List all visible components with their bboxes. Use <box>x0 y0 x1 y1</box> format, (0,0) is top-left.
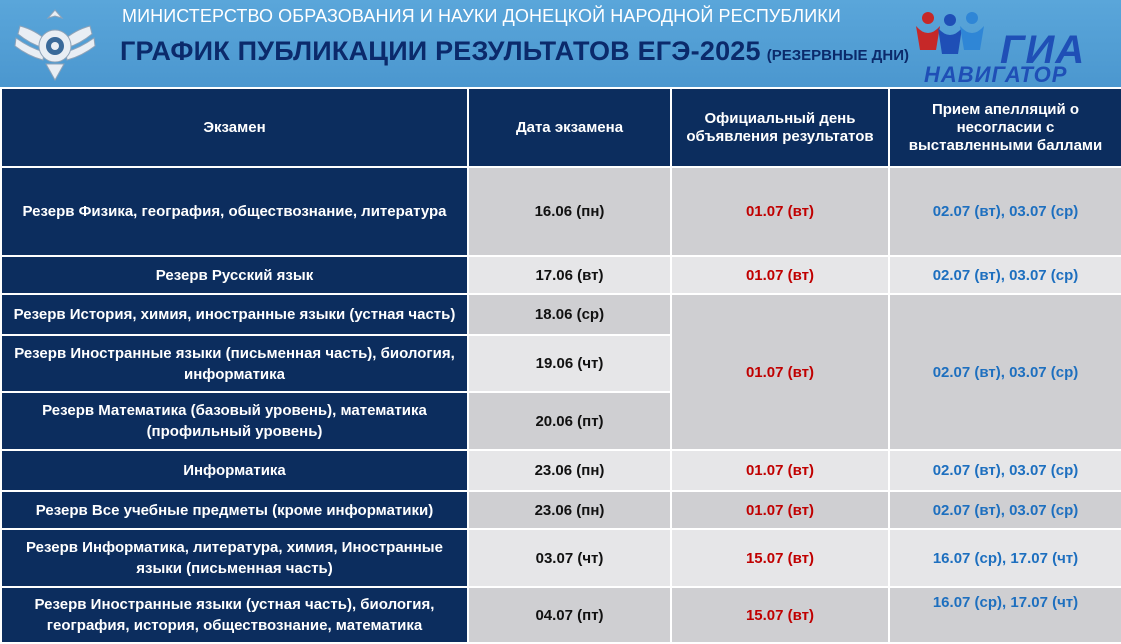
column-header-date: Дата экзамена <box>468 88 671 167</box>
header-banner <box>0 0 1121 87</box>
results-day-cell: 15.07 (вт) <box>671 587 889 643</box>
coat-of-arms-icon <box>10 4 100 84</box>
logo-gia-text: ГИА <box>1000 28 1086 72</box>
results-day-cell: 01.07 (вт) <box>671 167 889 256</box>
column-header-exam: Экзамен <box>1 88 468 167</box>
appeals-cell: 16.07 (ср), 17.07 (чт) <box>889 587 1121 643</box>
appeals-cell: 02.07 (вт), 03.07 (ср) <box>889 167 1121 256</box>
results-day-cell: 01.07 (вт) <box>671 491 889 529</box>
table-row <box>1 491 1121 529</box>
date-cell: 23.06 (пн) <box>468 491 671 529</box>
title-main: ГРАФИК ПУБЛИКАЦИИ РЕЗУЛЬТАТОВ ЕГЭ-2025 <box>120 36 761 66</box>
table-row <box>1 450 1121 491</box>
ministry-name: МИНИСТЕРСТВО ОБРАЗОВАНИЯ И НАУКИ ДОНЕЦКОЙ НАРОДНОЙ РЕСПУБЛИКИ <box>122 6 841 26</box>
appeals-cell: 02.07 (вт), 03.07 (ср) <box>889 491 1121 529</box>
exam-cell: Резерв История, химия, иностранные языки (устная часть) <box>1 294 468 335</box>
table-row <box>1 587 1121 643</box>
date-cell: 17.06 (вт) <box>468 256 671 294</box>
results-day-cell: 01.07 (вт) <box>671 256 889 294</box>
date-cell: 20.06 (пт) <box>468 392 671 450</box>
results-day-cell: 15.07 (вт) <box>671 529 889 587</box>
exam-cell: Резерв Русский язык <box>1 256 468 294</box>
date-cell: 16.06 (пн) <box>468 167 671 256</box>
results-schedule-table <box>0 87 1121 644</box>
exam-cell: Резерв Физика, география, обществознание, литература <box>1 167 468 256</box>
results-day-cell: 01.07 (вт) <box>671 450 889 491</box>
appeals-cell: 16.07 (ср), 17.07 (чт) <box>889 529 1121 587</box>
date-cell: 18.06 (ср) <box>468 294 671 335</box>
date-cell: 03.07 (чт) <box>468 529 671 587</box>
column-header-results-day: Официальный день объявления результатов <box>671 88 889 167</box>
results-day-cell-merged: 01.07 (вт) <box>671 294 889 450</box>
appeals-cell: 02.07 (вт), 03.07 (ср) <box>889 256 1121 294</box>
date-cell: 23.06 (пн) <box>468 450 671 491</box>
exam-cell: Информатика <box>1 450 468 491</box>
exam-cell: Резерв Иностранные языки (устная часть), биология, география, история, обществознание, математика <box>1 587 468 643</box>
table-header-row <box>1 88 1121 167</box>
date-cell: 04.07 (пт) <box>468 587 671 643</box>
date-cell: 19.06 (чт) <box>468 335 671 392</box>
table-row <box>1 256 1121 294</box>
appeals-cell-merged: 02.07 (вт), 03.07 (ср) <box>889 294 1121 450</box>
table-row <box>1 529 1121 587</box>
page-title <box>120 36 909 67</box>
column-header-appeals: Прием апелляций о несогласии с выставленными баллами <box>889 88 1121 167</box>
table-row <box>1 294 1121 335</box>
exam-cell: Резерв Информатика, литература, химия, Иностранные языки (письменная часть) <box>1 529 468 587</box>
logo-navigator-text: НАВИГАТОР <box>924 62 1068 87</box>
exam-cell: Резерв Иностранные языки (письменная часть), биология, информатика <box>1 335 468 392</box>
title-suffix: (РЕЗЕРВНЫЕ ДНИ) <box>766 47 909 64</box>
table-row <box>1 167 1121 256</box>
exam-cell: Резерв Все учебные предметы (кроме информатики) <box>1 491 468 529</box>
appeals-cell: 02.07 (вт), 03.07 (ср) <box>889 450 1121 491</box>
exam-cell: Резерв Математика (базовый уровень), математика (профильный уровень) <box>1 392 468 450</box>
